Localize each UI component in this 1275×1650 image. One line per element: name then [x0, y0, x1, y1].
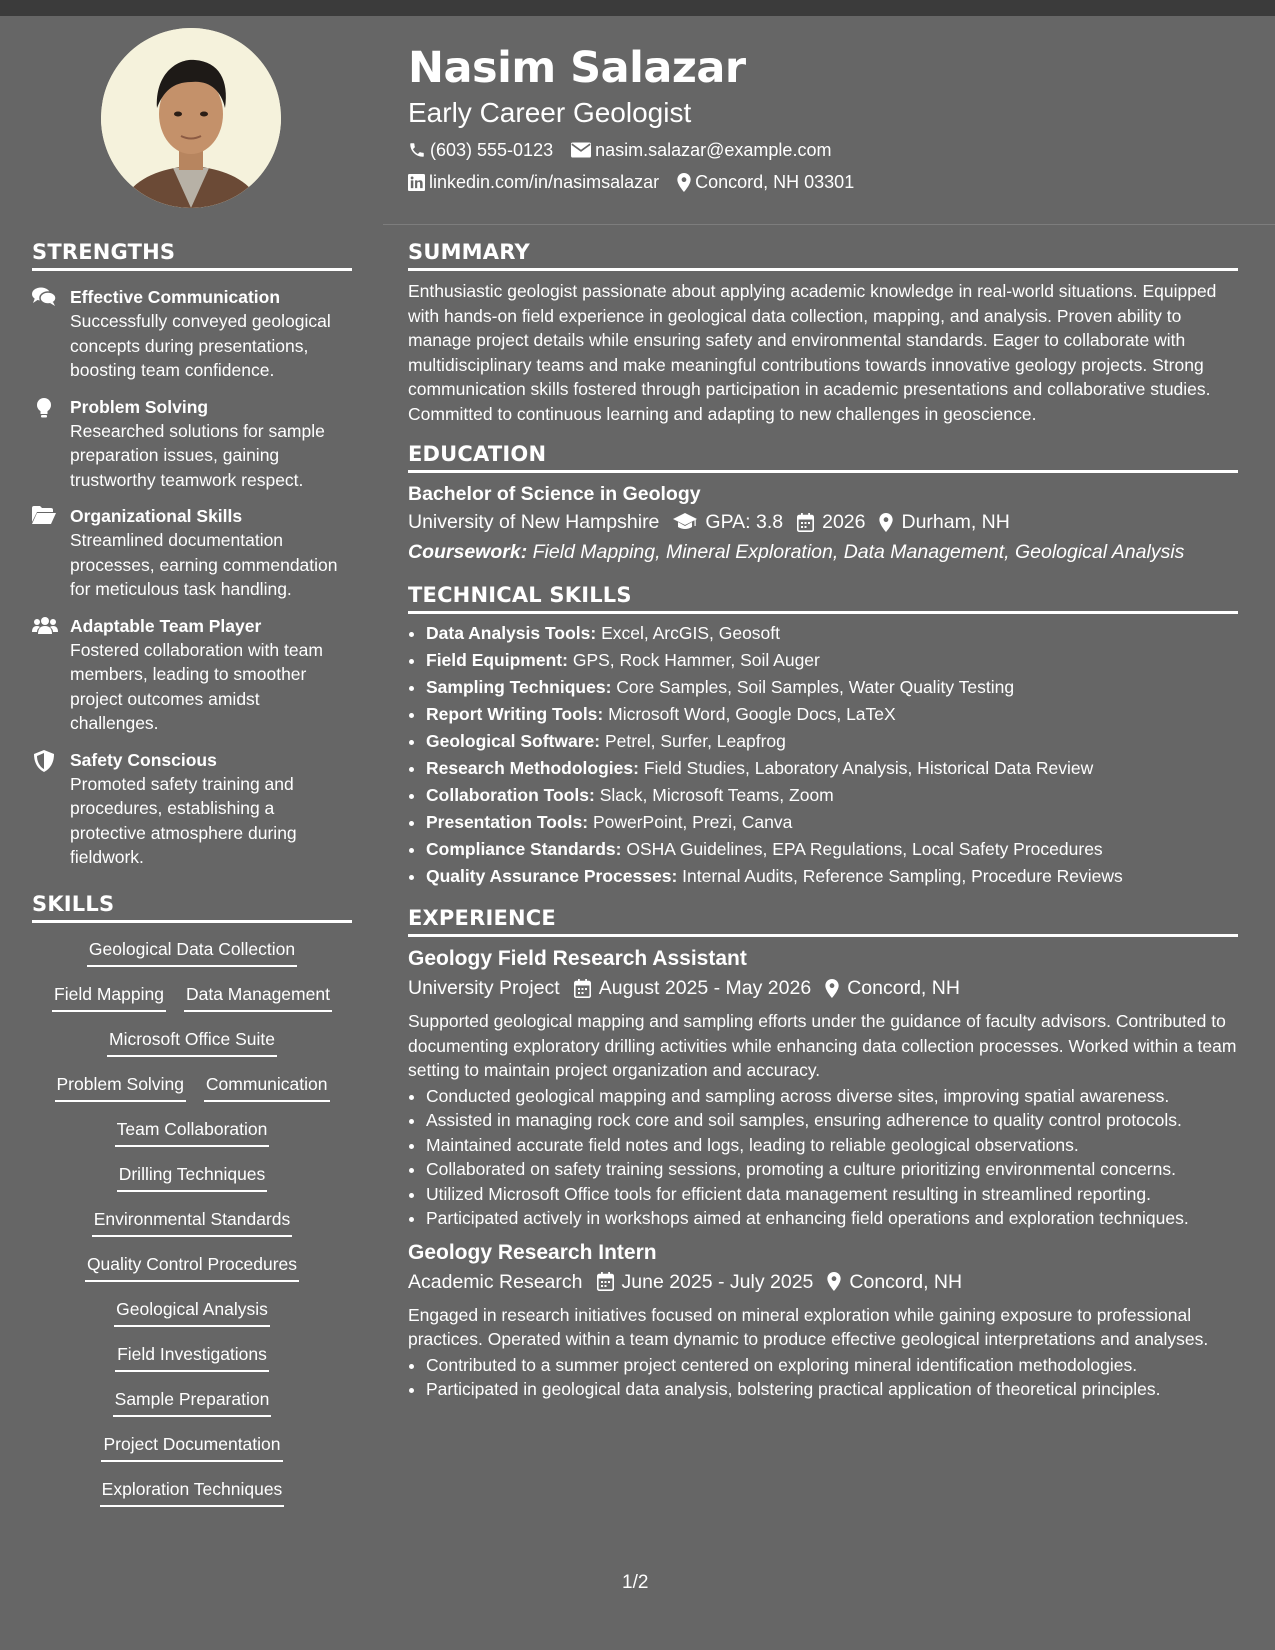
list-item: • Participated in geological data analysis, bolstering practical application of theoretical principles. — [426, 1377, 1238, 1402]
coursework-list: Field Mapping, Mineral Exploration, Data Management, Geological Analysis — [532, 541, 1185, 563]
summary-text: Enthusiastic geologist passionate about applying academic knowledge in real-world situations. Equipped with hands-on field experience in geological data collection, mapping, and analysis. Proven ability to manage project details while ensuring safety and environmental standards. Eager to collaborate with multidisciplinary teams and make meaningful contributions towards innovative geology projects. Strong communication skills fostered through participation in academic presentations and collaborative studies. Committed to continuous learning and adapting to new challenges in geoscience. — [408, 281, 1217, 424]
skill-chip: Data Management — [184, 978, 332, 1012]
envelope-icon — [571, 142, 591, 158]
linkedin-contact[interactable] — [408, 172, 659, 193]
job-org: University Project — [408, 977, 560, 999]
strength-desc: Successfully conveyed geological concepts during presentations, boosting team confidence. — [70, 311, 331, 380]
coursework — [408, 537, 1238, 567]
coursework-label: Coursework: — [408, 541, 528, 563]
job-org: Academic Research — [408, 1270, 583, 1293]
skill-chip: Problem Solving — [55, 1068, 186, 1102]
list-item: • Presentation Tools: PowerPoint, Prezi, Canva — [426, 809, 1238, 836]
list-item: • Report Writing Tools: Microsoft Word, Google Docs, LaTeX — [426, 701, 1238, 728]
email-link[interactable]: nasim.salazar@example.com — [595, 139, 832, 160]
job-bullets — [408, 1084, 1238, 1231]
calendar-icon — [574, 979, 591, 998]
list-item: • Assisted in managing rock core and soil samples, ensuring adherence to quality control protocols. — [426, 1108, 1238, 1133]
map-marker-icon — [677, 173, 691, 192]
shield-icon — [34, 750, 54, 772]
page-number: 1/2 — [622, 1572, 649, 1593]
skill-chip: Exploration Techniques — [100, 1473, 285, 1507]
job-description: Engaged in research initiatives focused on mineral exploration while gaining exposure to professional practices. Operated within a team dynamic to produce effective geological interpretations and analyses. — [408, 1304, 1209, 1349]
skill-chip: Team Collaboration — [115, 1113, 270, 1147]
contact-row-1 — [408, 137, 1238, 163]
lightbulb-icon — [34, 397, 54, 419]
list-item: • Collaborated on safety training sessions, promoting a culture prioritizing environmental concerns. — [426, 1157, 1238, 1182]
experience-heading: EXPERIENCE — [408, 906, 1238, 937]
list-item: • Data Analysis Tools: Excel, ArcGIS, Geosoft — [426, 620, 1238, 647]
skill-chip: Microsoft Office Suite — [107, 1023, 277, 1057]
education-meta — [408, 507, 1238, 537]
strength-item — [32, 504, 352, 602]
comments-icon — [32, 287, 56, 307]
job-location: Concord, NH — [849, 1270, 963, 1293]
list-item: • Collaboration Tools: Slack, Microsoft Teams, Zoom — [426, 782, 1238, 809]
phone-contact — [408, 140, 553, 161]
list-item: • Quality Assurance Processes: Internal Audits, Reference Sampling, Procedure Reviews — [426, 863, 1238, 890]
education-heading: EDUCATION — [408, 442, 1238, 473]
strength-item — [32, 285, 352, 383]
skill-chip: Environmental Standards — [92, 1203, 293, 1237]
technical-skills-heading: TECHNICAL SKILLS — [408, 583, 1238, 614]
job-meta — [408, 973, 1238, 1003]
technical-skills-list — [408, 620, 1238, 890]
school-name: University of New Hampshire — [408, 511, 660, 533]
email-contact[interactable] — [571, 140, 831, 161]
calendar-icon — [597, 1272, 614, 1291]
folder-open-icon — [32, 506, 56, 524]
list-item: • Compliance Standards: OSHA Guidelines, EPA Regulations, Local Safety Procedures — [426, 836, 1238, 863]
map-marker-icon — [879, 513, 893, 532]
skill-chip: Sample Preparation — [113, 1383, 272, 1417]
top-bar — [0, 0, 1275, 16]
job-description: Supported geological mapping and sampling efforts under the guidance of faculty advisors. Contributed to documenting exploratory drilling activities while enhancing data collection processes. Worked within a team setting to maintain project organization and accuracy. — [408, 1011, 1237, 1080]
candidate-role: Early Career Geologist — [408, 97, 692, 128]
location-contact — [677, 172, 854, 193]
right-column — [408, 240, 1238, 1402]
strength-desc: Researched solutions for sample preparation issues, gaining trustworthy teamwork respect. — [70, 420, 325, 490]
list-item: • Field Equipment: GPS, Rock Hammer, Soil Auger — [426, 647, 1238, 674]
left-column — [32, 240, 352, 1510]
header-divider — [383, 224, 1275, 225]
strengths-heading: STRENGTHS — [32, 240, 352, 271]
profile-photo — [101, 28, 281, 208]
job-dates: June 2025 - July 2025 — [621, 1270, 814, 1293]
skill-chip: Quality Control Procedures — [85, 1248, 299, 1282]
location-text: Concord, NH 03301 — [695, 171, 855, 192]
summary-heading: SUMMARY — [408, 240, 1238, 271]
list-item: • Sampling Techniques: Core Samples, Soil Samples, Water Quality Testing — [426, 674, 1238, 701]
contact-row-2 — [408, 169, 1238, 195]
graduation-cap-icon — [673, 513, 697, 531]
school-location: Durham, NH — [901, 511, 1010, 533]
resume-header — [408, 40, 1238, 195]
strength-desc: Streamlined documentation processes, earning commendation for meticulous task handling. — [70, 530, 338, 599]
linkedin-link[interactable]: linkedin.com/in/nasimsalazar — [429, 171, 660, 192]
strength-desc: Fostered collaboration with team members, leading to smoother project outcomes amidst challenges. — [70, 639, 323, 733]
list-item: • Geological Software: Petrel, Surfer, Leapfrog — [426, 728, 1238, 755]
skill-chip: Field Investigations — [115, 1338, 269, 1372]
users-icon — [32, 616, 58, 634]
strength-title: Effective Communication — [70, 287, 281, 307]
list-item: • Participated actively in workshops aimed at enhancing field operations and exploration techniques. — [426, 1206, 1238, 1231]
job-title: Geology Field Research Assistant — [408, 947, 747, 970]
strength-title: Safety Conscious — [70, 749, 217, 770]
skill-chip: Geological Data Collection — [87, 933, 297, 967]
degree-title: Bachelor of Science in Geology — [408, 483, 701, 505]
linkedin-icon — [408, 174, 425, 191]
list-item: • Utilized Microsoft Office tools for efficient data management resulting in streamlined reporting. — [426, 1182, 1238, 1207]
skill-chip: Drilling Techniques — [117, 1158, 268, 1192]
list-item: • Maintained accurate field notes and logs, leading to reliable geological observations. — [426, 1133, 1238, 1158]
skill-chip: Project Documentation — [101, 1428, 282, 1462]
skill-chip: Communication — [204, 1068, 330, 1102]
map-marker-icon — [827, 1272, 841, 1291]
map-marker-icon — [825, 979, 839, 998]
skills-heading: SKILLS — [32, 892, 352, 923]
calendar-icon — [797, 513, 814, 532]
phone-icon — [408, 141, 426, 159]
strength-item — [32, 614, 352, 736]
job-bullets — [408, 1353, 1238, 1402]
job-dates: August 2025 - May 2026 — [598, 977, 812, 999]
strength-item — [32, 395, 352, 493]
gpa-text: GPA: 3.8 — [705, 511, 784, 533]
candidate-name: Nasim Salazar — [408, 43, 746, 93]
graduation-year: 2026 — [822, 511, 866, 533]
skills-chip-list — [32, 933, 352, 1510]
job-meta — [408, 1267, 1238, 1297]
strength-desc: Promoted safety training and procedures, establishing a protective atmosphere during fieldwork. — [70, 773, 297, 867]
strength-title: Organizational Skills — [70, 506, 243, 526]
list-item: • Conducted geological mapping and sampling across diverse sites, improving spatial awareness. — [426, 1084, 1238, 1109]
skill-chip: Geological Analysis — [114, 1293, 270, 1327]
strength-title: Adaptable Team Player — [70, 615, 262, 636]
list-item: • Contributed to a summer project centered on exploring mineral identification methodologies. — [426, 1353, 1238, 1378]
job-location: Concord, NH — [847, 977, 960, 999]
job-title: Geology Research Intern — [408, 1240, 657, 1264]
skill-chip: Field Mapping — [52, 978, 166, 1012]
list-item: • Research Methodologies: Field Studies, Laboratory Analysis, Historical Data Review — [426, 755, 1238, 782]
phone-text: (603) 555-0123 — [430, 139, 554, 160]
strength-item — [32, 748, 352, 870]
strength-title: Problem Solving — [70, 396, 209, 417]
